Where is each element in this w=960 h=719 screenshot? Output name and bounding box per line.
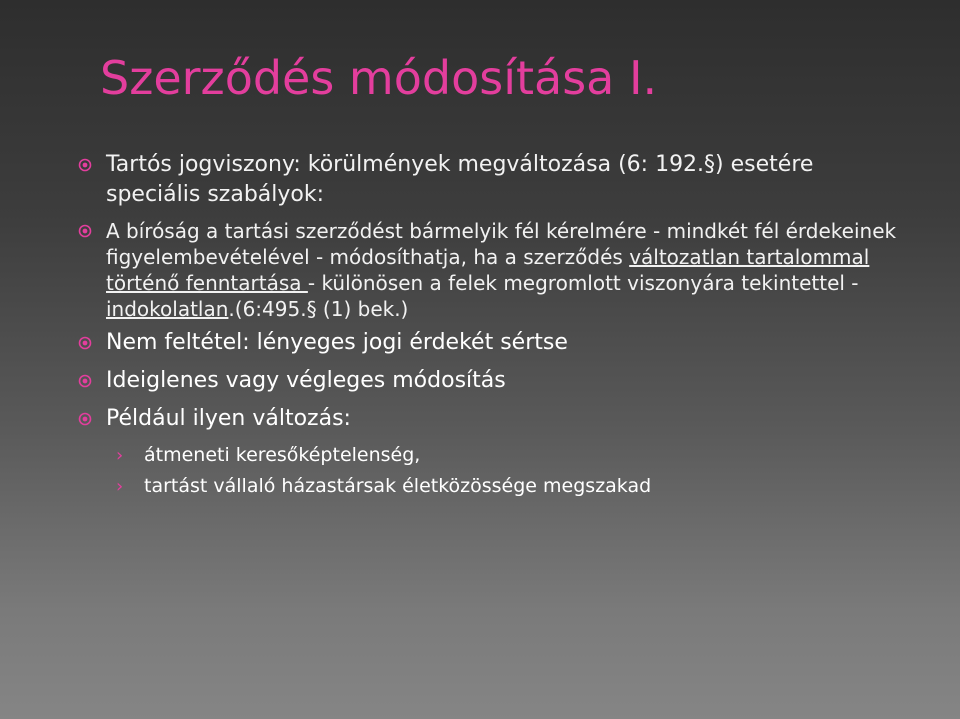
circle-dot-icon (78, 158, 92, 172)
circle-dot-icon (78, 336, 92, 350)
bullet-text: Tartós jogviszony: körülmények megváltozása (6: 192.§) esetére speciális szabályok: (106, 152, 814, 207)
underlined-text: változatlan tartalommal történő fenntartása (106, 245, 870, 295)
bullet-text-part: .(6:495.§ (1) bek.) (228, 297, 409, 321)
chevron-right-icon: › (116, 476, 124, 497)
underlined-text: indokolatlan (106, 297, 229, 321)
bullet-item-2 (78, 218, 908, 322)
bullet-text: Ideiglenes vagy végleges módosítás (106, 368, 506, 393)
bullet-item-3 (78, 328, 908, 358)
bullet-item-5 (78, 404, 908, 502)
sub-bullet-text: tartást vállaló házastársak életközössége megszakad (144, 475, 652, 497)
bullet-text-part: - különösen a felek megromlott viszonyára tekintettel - (307, 271, 859, 295)
bullet-text: Például ilyen változás: (106, 406, 351, 431)
bullet-item-1 (78, 150, 908, 210)
bullet-text: Nem feltétel: lényeges jogi érdekét sértse (106, 330, 568, 355)
sub-bullet-list (106, 440, 908, 502)
bullet-text-part: A bíróság a tartási szerződést bármelyik fél kérelmére - mindkét fél érdekeinek figyelembevételével - módosíthatja, ha a szerződés (106, 219, 897, 269)
circle-dot-icon (78, 374, 92, 388)
sub-bullet-text: átmeneti keresőképtelenség, (144, 444, 421, 466)
chevron-right-icon: › (116, 445, 124, 466)
bullet-list (78, 150, 908, 510)
sub-bullet-item (106, 471, 908, 502)
circle-dot-icon (78, 412, 92, 426)
sub-bullet-item (106, 440, 908, 471)
bullet-item-4 (78, 366, 908, 396)
circle-dot-icon (78, 224, 92, 238)
slide-title: Szerződés módosítása I. (100, 51, 658, 105)
